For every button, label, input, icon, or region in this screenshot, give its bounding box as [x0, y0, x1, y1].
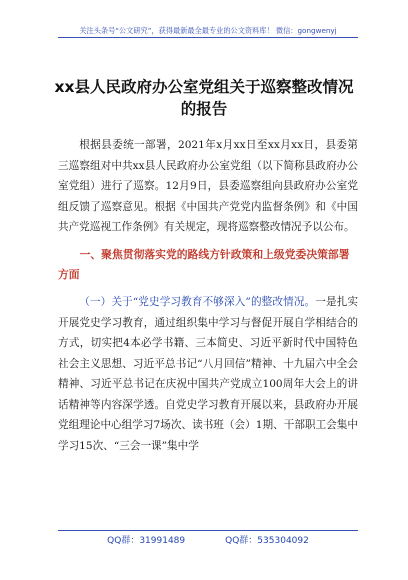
header-note: 关注头条号“公文研究”，获得最新最全最专业的公文资料库！ 微信：gongwenyj	[79, 26, 337, 35]
document-title: xx县人民政府办公室党组关于巡察整改情况的报告	[54, 78, 354, 118]
footer-contacts	[58, 533, 358, 546]
footer-divider	[58, 530, 358, 531]
subsection-paragraph-1	[58, 292, 358, 456]
footer-qq-group-1: QQ群：31991489	[107, 536, 186, 546]
section-heading-1: 一、聚焦贯彻落实党的路线方针政策和上级党委决策部署方面	[58, 248, 350, 281]
footer-qq-group-2: QQ群：535304092	[225, 536, 309, 546]
header-divider	[58, 37, 358, 38]
subsection-heading-1: （一）关于“党史学习教育不够深入”的整改情况。	[79, 296, 316, 308]
intro-paragraph: 根据县委统一部署，2021年x月xx日至xx月xx日，县委第三巡察组对中共xx县人民政府办公室党组（以下简称县政府办公室党组）进行了巡察。12月9日，县委巡察组向县政府办公室党组反馈了巡察意见。根据《中国共产党党内监督条例》和《中国共产党巡视工作条例》有关规定，现将巡察整改情况予以公布。	[58, 139, 358, 233]
subsection-text-1: 一是扎实开展党史学习教育，通过组织集中学习与督促开展自学相结合的方式，切实把4本必学书籍、三本简史、习近平新时代中国特色社会主义思想、习近平总书记“八月回信”精神、十九届六中全会精神、习近平总书记在庆祝中国共产党成立100周年大会上的讲话精神等内容深学透。自党史学习教育开展以来，县政府办开展党组理论中心组学习7场次、读书班（会）1期、干部职工会集中学习15次、“三会一课”集中学	[58, 296, 359, 452]
